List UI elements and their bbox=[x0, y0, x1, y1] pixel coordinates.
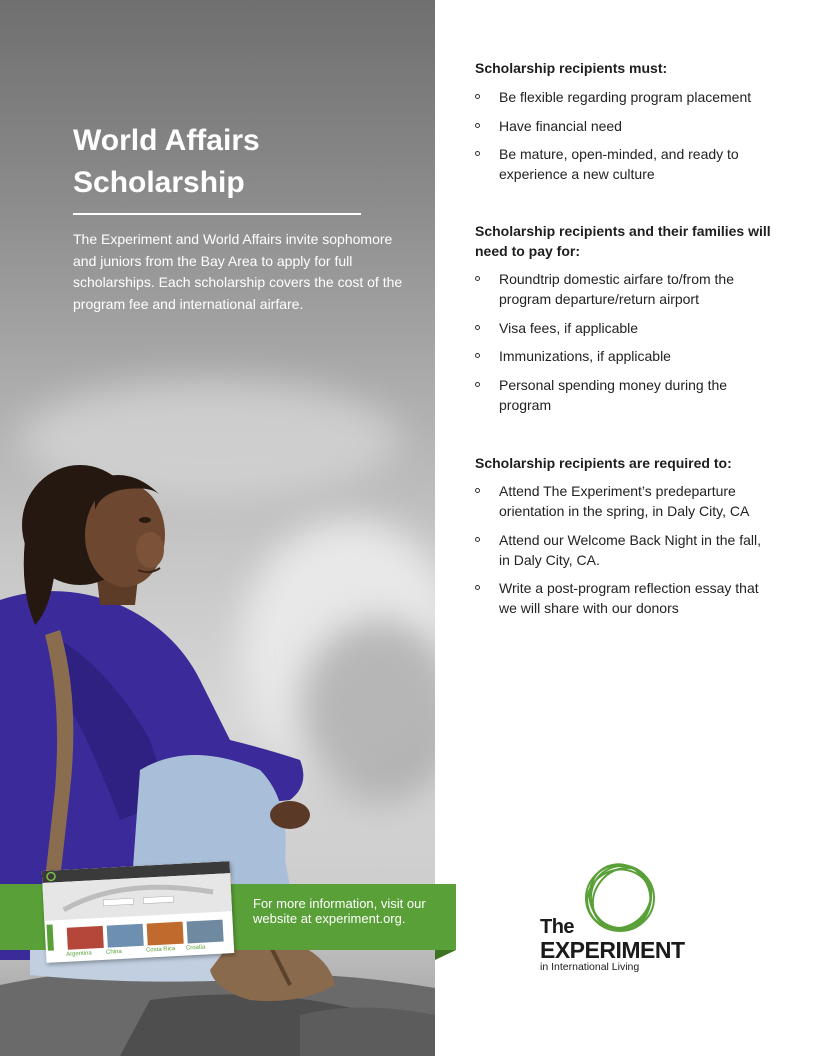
bullet-icon bbox=[475, 123, 480, 128]
bullet-icon bbox=[475, 537, 480, 542]
section-heading: Scholarship recipients and their families will need to pay for: bbox=[475, 223, 771, 259]
requirements-list bbox=[475, 87, 775, 193]
intro-paragraph: The Experiment and World Affairs invite sophomore and juniors from the Bay Area to apply for full scholarships. Each scholarship covers the cost of the program fee and international airfare. bbox=[73, 231, 403, 312]
list-item: Attend The Experiment’s predeparture orientation in the spring, in Daly City, CA bbox=[475, 481, 775, 521]
bullet-icon bbox=[475, 151, 480, 156]
list-item: Write a post-program reflection essay that we will share with our donors bbox=[475, 578, 775, 618]
section-heading: Scholarship recipients are required to: bbox=[475, 455, 732, 471]
banner-fold bbox=[435, 950, 456, 960]
bullet-icon bbox=[475, 585, 480, 590]
logo-experiment: EXPERIMENT bbox=[540, 937, 685, 963]
logo-the: The bbox=[540, 916, 575, 938]
list-item: Be flexible regarding program placement bbox=[475, 87, 775, 107]
student-photo bbox=[0, 440, 435, 1056]
list-item: Personal spending money during the program bbox=[475, 375, 775, 415]
logo-subtitle: in International Living bbox=[540, 961, 640, 973]
thumb-place: Argentina bbox=[65, 950, 92, 958]
section-heading: Scholarship recipients must: bbox=[475, 60, 668, 76]
thumb-place: Costa Rica bbox=[145, 946, 176, 954]
obligations-list bbox=[475, 481, 775, 627]
bullet-icon bbox=[475, 488, 480, 493]
title-divider bbox=[73, 213, 361, 215]
bullet-icon bbox=[475, 325, 480, 330]
list-item: Attend our Welcome Back Night in the fall, in Daly City, CA. bbox=[475, 530, 775, 570]
bullet-icon bbox=[475, 276, 480, 281]
banner-text: For more information, visit our website at experiment.org. bbox=[253, 896, 426, 926]
bullet-icon bbox=[475, 94, 480, 99]
list-item: Roundtrip domestic airfare to/from the program departure/return airport bbox=[475, 269, 775, 309]
costs-list bbox=[475, 269, 775, 423]
list-item: Have financial need bbox=[475, 116, 775, 136]
thumb-place: China bbox=[105, 948, 122, 956]
bullet-icon bbox=[475, 353, 480, 358]
list-item: Be mature, open-minded, and ready to experience a new culture bbox=[475, 144, 775, 184]
thumb-place: Croatia bbox=[185, 944, 206, 952]
experiment-logo bbox=[540, 862, 700, 977]
list-item: Visa fees, if applicable bbox=[475, 318, 775, 338]
page-title: World Affairs Scholarship bbox=[73, 124, 260, 199]
bullet-icon bbox=[475, 382, 480, 387]
list-item: Immunizations, if applicable bbox=[475, 346, 775, 366]
website-screenshot-thumbnail bbox=[42, 861, 235, 963]
